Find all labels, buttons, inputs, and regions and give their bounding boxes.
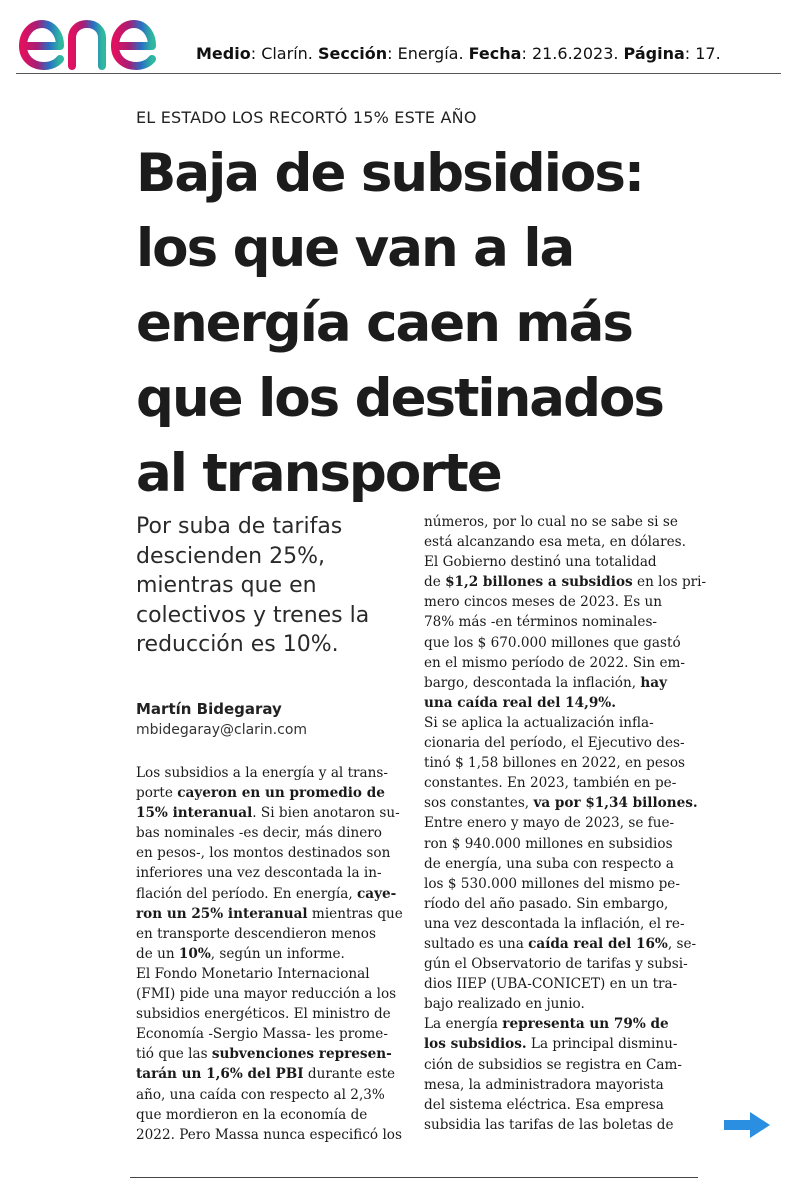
body-text: constantes. En 2023, también en pe- bbox=[424, 775, 677, 792]
body-text: bajo realizado en junio. bbox=[424, 996, 585, 1013]
right-arrow-icon[interactable] bbox=[722, 1110, 772, 1140]
body-line bbox=[136, 863, 436, 883]
body-text: Los subsidios a la energía y al trans- bbox=[136, 765, 388, 781]
body-line bbox=[424, 1014, 724, 1034]
body-line bbox=[424, 693, 724, 713]
body-text: cionaria del período, el Ejecutivo des- bbox=[424, 735, 685, 752]
body-line bbox=[424, 612, 724, 632]
body-line bbox=[424, 1115, 724, 1135]
body-line bbox=[424, 874, 724, 894]
enel-logo bbox=[18, 4, 180, 74]
body-line bbox=[424, 572, 724, 592]
body-line bbox=[424, 793, 724, 813]
body-line bbox=[424, 733, 724, 753]
body-line bbox=[424, 1095, 724, 1115]
body-text-bold: 15% interanual bbox=[136, 805, 253, 822]
body-text: Entre enero y mayo de 2023, se fue- bbox=[424, 815, 675, 832]
body-text-bold: ron un 25% interanual bbox=[136, 905, 308, 922]
body-line bbox=[136, 904, 436, 924]
author-email: mbidegaray@clarin.com bbox=[136, 722, 308, 738]
body-line bbox=[424, 592, 724, 612]
body-text: mientras que bbox=[307, 905, 403, 922]
body-line bbox=[424, 673, 724, 693]
body-text: del sistema eléctrica. Esa empresa bbox=[424, 1096, 664, 1113]
body-text: ríodo del año pasado. Sin embargo, bbox=[424, 895, 669, 912]
body-text: 2022. Pero Massa nunca especificó los bbox=[136, 1126, 402, 1143]
body-line bbox=[136, 1024, 436, 1044]
body-text: subsidios energéticos. El ministro de bbox=[136, 1006, 391, 1023]
body-text: dios IIEP (UBA-CONICET) en un tra- bbox=[424, 976, 678, 993]
body-text: que los $ 670.000 millones que gastó bbox=[424, 634, 681, 651]
fecha-label: Fecha bbox=[468, 44, 522, 63]
clipping-metadata: Medio: Clarín. Sección: Energía. Fecha: 21.6.2023. Página: 17. bbox=[196, 44, 721, 63]
body-line bbox=[424, 713, 724, 733]
body-text-bold: va por $1,34 billones. bbox=[533, 795, 698, 812]
body-text: La energía bbox=[424, 1016, 503, 1033]
body-text: ción de subsidios se registra en Cam- bbox=[424, 1056, 682, 1073]
body-line bbox=[424, 512, 724, 532]
body-line bbox=[424, 532, 724, 552]
body-line bbox=[136, 884, 436, 904]
article-kicker: EL ESTADO LOS RECORTÓ 15% ESTE AÑO bbox=[136, 108, 477, 127]
body-line bbox=[136, 1044, 436, 1064]
bottom-divider bbox=[130, 1177, 698, 1178]
body-line bbox=[136, 803, 436, 823]
standfirst-line: reducción es 10%. bbox=[136, 632, 339, 657]
body-text: números, por lo cual no se sabe si se bbox=[424, 514, 678, 530]
body-text: una vez descontada la inflación, el re- bbox=[424, 915, 685, 932]
standfirst-line: descienden 25%, bbox=[136, 543, 325, 569]
body-line bbox=[136, 1105, 436, 1125]
body-line bbox=[136, 924, 436, 944]
article-standfirst bbox=[136, 512, 406, 660]
body-text: subsidia las tarifas de las boletas de bbox=[424, 1116, 674, 1133]
body-line bbox=[424, 834, 724, 854]
body-text: de bbox=[424, 574, 446, 591]
body-text-bold: subvenciones represen- bbox=[211, 1046, 392, 1063]
body-line bbox=[136, 823, 436, 843]
body-text: que mordieron en la economía de bbox=[136, 1106, 368, 1123]
body-line bbox=[136, 1085, 436, 1105]
body-text: mesa, la administradora mayorista bbox=[424, 1076, 664, 1093]
headline-line: energía caen más bbox=[136, 293, 632, 354]
body-text: bargo, descontada la inflación, bbox=[424, 674, 641, 691]
headline-line: los que van a la bbox=[136, 218, 574, 279]
body-text-bold: los subsidios. bbox=[424, 1036, 527, 1053]
body-text-bold: $1,2 billones a subsidios bbox=[445, 574, 633, 591]
body-line bbox=[424, 633, 724, 653]
body-line bbox=[424, 994, 724, 1014]
body-line bbox=[136, 984, 436, 1004]
body-text: . Si bien anotaron su- bbox=[252, 805, 400, 822]
headline-line: Baja de subsidios: bbox=[136, 143, 644, 204]
body-text: los $ 530.000 millones del mismo pe- bbox=[424, 875, 680, 892]
body-text-bold: representa un 79% de bbox=[502, 1016, 669, 1033]
body-line bbox=[424, 1075, 724, 1095]
body-text: La principal disminu- bbox=[526, 1036, 678, 1053]
headline-line: al transporte bbox=[136, 443, 501, 504]
body-text: 78% más -en términos nominales- bbox=[424, 614, 658, 631]
author-name: Martín Bidegaray bbox=[136, 700, 282, 718]
headline-line: que los destinados bbox=[136, 368, 663, 429]
body-text-bold: caída real del 16% bbox=[528, 935, 668, 952]
medio-value: Clarín. bbox=[261, 44, 313, 63]
body-text: El Fondo Monetario Internacional bbox=[136, 965, 370, 982]
body-text: durante este bbox=[303, 1066, 396, 1083]
body-text: está alcanzando esa meta, en dólares. bbox=[424, 534, 686, 551]
body-text: , según un informe. bbox=[210, 945, 345, 962]
body-column-right bbox=[424, 512, 724, 1135]
seccion-label: Sección bbox=[317, 44, 388, 63]
body-text: sos constantes, bbox=[424, 795, 534, 812]
body-text-bold: tarán un 1,6% del PBI bbox=[136, 1066, 304, 1083]
body-text: de un bbox=[136, 945, 179, 962]
body-line bbox=[136, 1004, 436, 1024]
body-text: inferiores una vez descontada la in- bbox=[136, 865, 382, 882]
article-headline bbox=[136, 136, 716, 511]
body-line bbox=[136, 944, 436, 964]
body-text: sultado es una bbox=[424, 935, 529, 952]
body-line bbox=[424, 894, 724, 914]
body-text: flación del período. En energía, bbox=[136, 885, 358, 902]
body-line bbox=[424, 753, 724, 773]
body-column-left bbox=[136, 763, 436, 1145]
standfirst-line: Por suba de tarifas bbox=[136, 514, 343, 539]
body-text: El Gobierno destinó una totalidad bbox=[424, 554, 657, 571]
body-line bbox=[136, 964, 436, 984]
body-text: tinó $ 1,58 billones en 2022, en pesos bbox=[424, 755, 686, 772]
body-line bbox=[136, 1125, 436, 1145]
body-line bbox=[136, 1064, 436, 1084]
body-text: en el mismo período de 2022. Sin em- bbox=[424, 654, 685, 671]
body-text: bas nominales -es decir, más dinero bbox=[136, 825, 382, 842]
body-line bbox=[136, 843, 436, 863]
body-text: de energía, una suba con respecto a bbox=[424, 855, 674, 872]
body-text-bold: una caída real del 14,9%. bbox=[424, 694, 616, 711]
body-text: mero cincos meses de 2023. Es un bbox=[424, 594, 663, 611]
body-text: Si se aplica la actualización infla- bbox=[424, 714, 654, 731]
body-text: porte bbox=[136, 785, 178, 802]
body-line bbox=[424, 1055, 724, 1075]
pagina-label: Página bbox=[623, 44, 685, 63]
standfirst-line: colectivos y trenes la bbox=[136, 602, 370, 628]
body-line bbox=[424, 934, 724, 954]
body-line bbox=[424, 773, 724, 793]
body-text-bold: hay bbox=[640, 674, 667, 691]
body-line bbox=[424, 854, 724, 874]
body-text: , se- bbox=[667, 935, 697, 952]
body-text: tió que las bbox=[136, 1046, 212, 1063]
body-text: en transporte descendieron menos bbox=[136, 925, 376, 942]
header-divider bbox=[16, 73, 781, 74]
seccion-value: Energía. bbox=[397, 44, 464, 63]
body-line bbox=[424, 914, 724, 934]
body-text: año, una caída con respecto al 2,3% bbox=[136, 1086, 385, 1103]
body-line bbox=[424, 552, 724, 572]
body-line bbox=[424, 1034, 724, 1054]
body-line bbox=[424, 974, 724, 994]
body-line bbox=[424, 653, 724, 673]
body-line bbox=[136, 783, 436, 803]
fecha-value: 21.6.2023. bbox=[531, 44, 619, 63]
body-line bbox=[424, 954, 724, 974]
pagina-value: 17. bbox=[695, 44, 721, 63]
body-line bbox=[424, 813, 724, 833]
body-text: Economía -Sergio Massa- les prome- bbox=[136, 1026, 388, 1043]
body-text: en pesos-, los montos destinados son bbox=[136, 845, 391, 862]
body-text-bold: cayeron en un promedio de bbox=[177, 785, 385, 802]
body-line bbox=[136, 763, 436, 783]
body-text: en los pri- bbox=[632, 574, 707, 591]
body-text: gún el Observatorio de tarifas y subsi- bbox=[424, 956, 688, 973]
body-text: ron $ 940.000 millones en subsidios bbox=[424, 835, 673, 852]
standfirst-line: mientras que en bbox=[136, 573, 317, 598]
body-text-bold: 10% bbox=[178, 945, 211, 962]
body-text: (FMI) pide una mayor reducción a los bbox=[136, 986, 397, 1003]
body-text-bold: caye- bbox=[357, 885, 397, 902]
medio-label: Medio bbox=[196, 44, 251, 63]
